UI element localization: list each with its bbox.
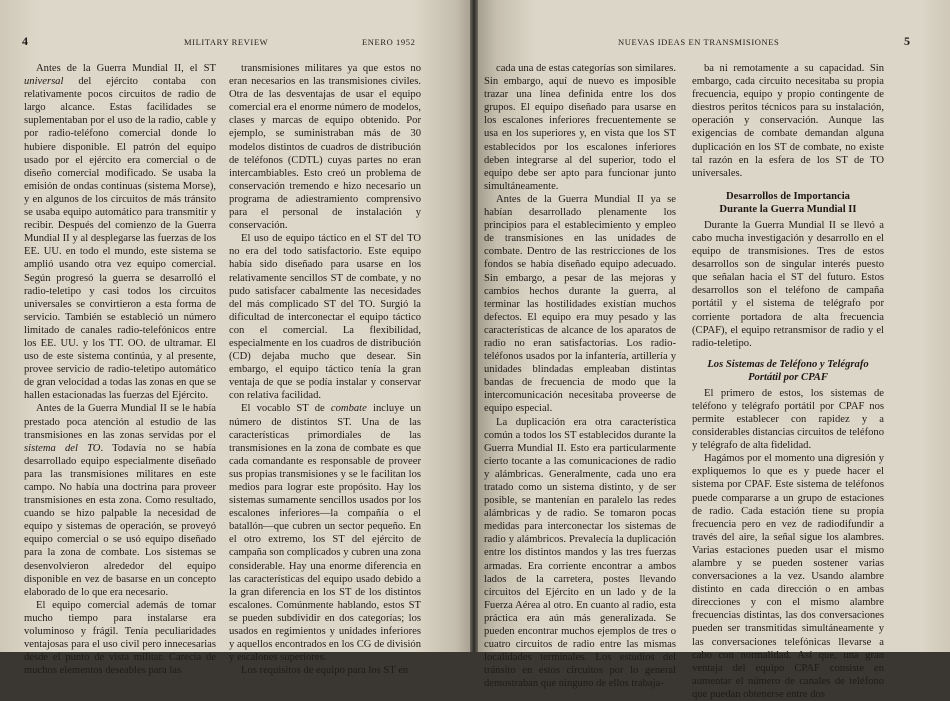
book-gutter	[470, 0, 478, 652]
left-page	[0, 0, 470, 677]
paragraph-text: transmisiones militares ya que estos no eran necesarios en las transmisiones civiles. Otra de las desventajas de usar el equipo comercial era el enorme número de modelos, clases y marcas de equipo obtenido. Por ejemplo, se suministraban más de 30 modelos distintos de cuadros de distribución de teléfonos (CDTL) cuyas partes no eran intercambiables. Esto creó un problema de conservación tremendo e hizo necesario un programa de adiestramiento comprensivo para el personal de instalación y conservación.	[229, 63, 421, 232]
paragraph	[692, 452, 884, 701]
paragraph	[229, 664, 421, 677]
right-col2-intro	[692, 62, 884, 180]
right-column-2	[692, 62, 884, 701]
italic-term: combate	[330, 403, 367, 415]
paragraph	[484, 193, 676, 416]
left-page-number: 4	[22, 34, 28, 48]
paragraph	[484, 416, 676, 691]
paragraph-text: del ejército contaba con relativamente pocos circuitos de radio de largo alcance. Estas facilidades se suplementaban por el uso de la radio, cable y por radio-teléfono comercial donde lo hubiere disponible. El patrón del equipo usado por el ejército era comercial o de diseño comercial modificado. Se usaba la emisión de ondas continuas (sistema Morse), y en algunos de los circuitos de más tránsito se usaba equipo automático para transmitir y recibir. Después del comienzo de la Guerra Mundial II y al desplegarse las fuerzas de los EE. UU. en todo el mundo, este sistema se amplió usando otra vez equipo comercial. Según progresó la guerra se desarrolló el radio-teletipo y casi todos los circuitos universales se convirtieron a esta forma de servicio. También se estableció un número limitado de canales radio-telefónicos entre los EE. UU. y los TT. OO. de ultramar. El uso de este sistema continúa, y al presente, provee servicio de radio-teletipo automático de gran velocidad a todas las zonas en que se hallen estacionadas las fuerzas del Ejército.	[24, 76, 216, 402]
paragraph	[229, 402, 421, 664]
paragraph	[484, 62, 676, 193]
paragraph-text: El primero de estos, los sistemas de teléfono y telégrafo portátil por CPAF nos permite establecer con rapidez y a considerables distancias circuitos de teléfono y telégrafo de alta fidelidad.	[692, 387, 884, 452]
right-col2-cpaf-text	[692, 387, 884, 701]
paragraph-text: El equipo comercial además de tomar mucho tiempo para instalarse era voluminoso y frágil. Tenía peculiaridades ventajosas para el uso civil pero innecesarias desde el punto de vista militar. Carecía de muchos elementos deseables para las	[24, 599, 216, 677]
paragraph	[229, 62, 421, 232]
paragraph	[229, 232, 421, 402]
paragraph-text: El uso de equipo táctico en el ST del TO no era del todo satisfactorio. Este equipo había sido diseñado para usarse en los relativamente sencillos ST de combate, y no pudo satisfacer cabalmente las necesidades del más complicado ST del TO. Surgió la dificultad de interconectar el equipo táctico con el comercial. La flexibilidad, especialmente en los cuadros de distribución (CD) dejaba mucho que desear. Sin embargo, el equipo táctico tenía la gran ventaja de que se podía instalar y conservar con relativa facilidad.	[229, 233, 421, 402]
paragraph-text: incluye un número de distintos ST. Una de las características primordiales de las transmisiones en la zona de combate es que cada comandante es responsable de proveer sus propias transmisiones y se le facilitan los medios para lograr este propósito. Hay los sistemas sumamente sencillos usados por los escalones inferiores—la compañía o el batallón—que cubren un sector pequeño. En el otro extremo, los ST del ejército de campaña son complicados y cubren una zona considerable. Hay una enorme diferencia en las características del equipo usado debido a la gran diferencia en los ST de los distintos escalones. Comúnmente hablando, estos ST se pueden subdividir en dos categorías; los usados en regimientos y unidades inferiores y aquellos encontrados en los CG de división y escalones superiores.	[229, 403, 421, 664]
paragraph-text: La duplicación era otra característica común a todos los ST establecidos durante la Guerra Mundial II. Esto era particularmente cierto tocante a las comunicaciones de radio y alámbricas. Generalmente, cada uno era tratado como un sistema distinto, y de ser posible, se mantenían en paralelo las redes alámbricas y de radio. Se tomaron pocas medidas para interconectar los sistemas de radio y alámbricos. Prevalecía la duplicación entre los distintos mandos y las tres fuerzas armadas. Era corriente encontrar a ambos lados de la carretera, postes llevando circuitos del Ejército en un lado y de la Fuerza Aérea al otro. En cuanto al radio, esta práctica era aún más generalizada. Se pueden encontrar muchos ejemplos de tres o cuatro circuitos de radio entre las mismas localidades terminales. Los estudios del tránsito en estos circuitos por lo general demostraban que ninguno de ellos trabaja-	[484, 416, 676, 690]
left-column-1	[24, 62, 216, 677]
paragraph-text: Antes de la Guerra Mundial II ya se habían desarrollado plenamente los principios para el establecimiento y empleo de transmisiones en las unidades de combate. Dentro de las restricciones de los fondos se había diseñado equipo adecuado. Sin embargo, a pesar de las mejoras y cambios hechos durante la guerra, al terminar las hostilidades existían muchos defectos. El equipo era muy pesado y las características de alcance de los aparatos de radio no eran satisfactorias. Los radio-teléfonos usados por la infantería, artillería y unidades blindadas empleaban distintas bandas de frecuencia de modo que la intercomunicación necesitaba proveerse de equipo especial.	[484, 193, 676, 415]
right-column-1	[484, 62, 676, 691]
paragraph	[692, 62, 884, 180]
right-col2-desarrollos-text	[692, 219, 884, 350]
paragraph-text: Los requisitos de equipo para los ST en	[241, 665, 409, 677]
paragraph	[24, 62, 216, 402]
subsection-heading-line1: Los Sistemas de Teléfono y Telégrafo	[707, 358, 869, 370]
paragraph-text: Hagámos por el momento una digresión y expliquemos lo que es y puede hacer el sistema por CPAF. Este sistema de teléfonos puede compararse a un grupo de estaciones de radio. Cada estación tiene su propia frecuencia pero en vez de radiodifundir a través del aire, la señal sigue los alambres. Varias estaciones pueden usar el mismo alambre y se pueden sostener varias conversaciones a la vez. Usando alambre distinto en cada dirección o en ambas direcciones y con el mismo alambre frecuencias distintas, las dos conversaciones pueden ser transmitidas simultáneamente y las conversaciones telefónicas llevarse a cabo con normalidad. Así que, una gran ventaja del equipo CPAF consiste en aumentar el número de canales de teléfono que puedan obtenerse entre dos	[692, 453, 884, 700]
paragraph-text: El vocablo ST de	[241, 403, 331, 415]
paragraph-text: ba ni remotamente a su capacidad. Sin embargo, cada circuito necesitaba su propia frecuencia, equipo y propio contingente de diestros peritos técnicos para su instalación, operación y conservación. Aunque las exigencias de combate demandan alguna duplicación en los ST de combate, no existe tal razón en la esfera de los ST de TO universales.	[692, 63, 884, 179]
paragraph	[24, 599, 216, 678]
italic-term: sistema del TO	[24, 442, 101, 454]
left-issue-date: ENERO 1952	[362, 37, 416, 47]
paragraph-text: cada una de estas categorías son similares. Sin embargo, aquí de nuevo es imposible trazar una línea definida entre los dos grupos. El equipo diseñado para usarse en los escalones inferiores frecuentemente se usa en los superiores y, en vista que los ST establecidos por los escalones inferiores deben integrarse al del superior, todo el equipo debe ser apto para funcionar junto simultáneamente.	[484, 63, 676, 192]
subsection-heading-line2: Portátil por CPAF	[748, 371, 828, 383]
paragraph	[692, 219, 884, 350]
paragraph-text: Antes de la Guerra Mundial II se le había prestado poca atención al estudio de las transmisiones en las zonas servidas por el	[24, 403, 216, 441]
section-heading-line2: Durante la Guerra Mundial II	[719, 203, 857, 215]
right-running-title: NUEVAS IDEAS EN TRANSMISIONES	[618, 37, 780, 47]
paragraph	[692, 387, 884, 452]
right-page	[478, 0, 950, 700]
paragraph-text: Durante la Guerra Mundial II se llevó a cabo mucha investigación y desarrollo en el equipo de transmisiones. Tres de estos desarrollos son de singular interés puesto que señalan hacia el ST del futuro. Estos desarrollos son el teléfono de campaña portátil y el sistema de telégrafo por corriente portadora de alta frecuencia (CPAF), el equipo retransmisor de radio y el radio-teletipo.	[692, 219, 884, 349]
section-heading-desarrollos	[692, 190, 884, 216]
paragraph	[24, 402, 216, 598]
right-page-number: 5	[904, 34, 910, 48]
section-heading-line1: Desarrollos de Importancia	[726, 190, 850, 202]
left-running-title: MILITARY REVIEW	[184, 37, 269, 47]
paragraph-text: Antes de la Guerra Mundial II, el ST	[36, 63, 216, 74]
italic-term: universal	[24, 76, 64, 88]
paragraph-text: . Todavía no se había desarrollado equipo especialmente diseñado para las transmisiones militares en este campo. No había una doctrina para proveer transmisiones en esta zona. Como resultado, cuando se hizo palpable la necesidad de equipo y sistemas de operación, se proveyó equipo comercial o se usó equipo diseñado para la zona de combate. Los sistemas se desenvolvieron alrededor del equipo disponible en vez de basarse en un concepto elaborado de lo que era necesario.	[24, 442, 216, 598]
left-column-2	[229, 62, 421, 677]
subsection-heading-cpaf	[692, 358, 884, 384]
